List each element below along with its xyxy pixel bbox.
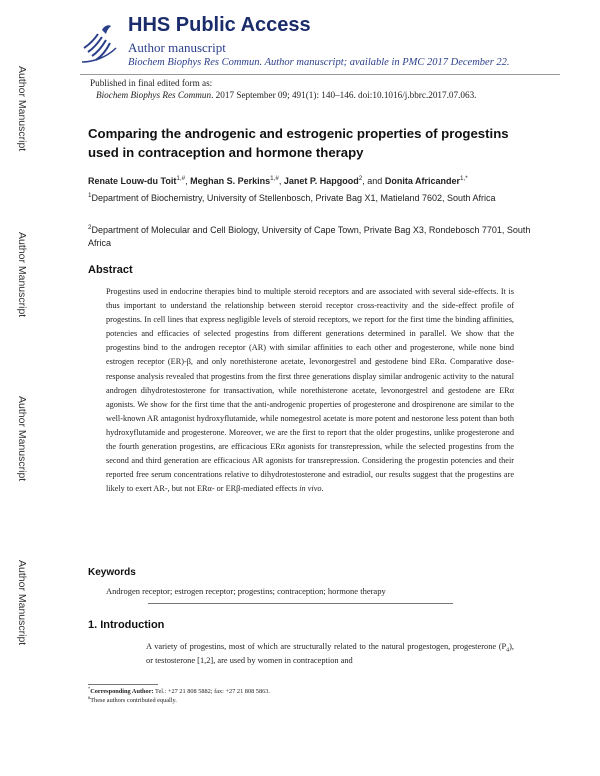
side-label-author-manuscript: Author Manuscript bbox=[16, 396, 28, 482]
author-affiliation-mark: 1,* bbox=[460, 175, 468, 182]
keywords-text: Androgen receptor; estrogen receptor; progestins; contraception; hormone therapy bbox=[106, 586, 386, 596]
side-label-author-manuscript: Author Manuscript bbox=[16, 560, 28, 646]
publication-citation bbox=[96, 90, 476, 100]
keywords-heading: Keywords bbox=[88, 567, 136, 578]
footnote-divider bbox=[88, 684, 158, 685]
abstract-text: Progestins used in endocrine therapies bind to multiple steroid receptors and are associated with several side-effects. It is thus important to understand the relationship between steroid receptor cross-reactivity and the side-effect profile of progestins. In cell lines that express negligible levels of steroid receptors, we report for the first time the binding affinities, potencies and efficacies of selected progestins from different generations determined in parallel. We show that the progestins bind to the androgen receptor (AR) with similar affinities to each other and progesterone, while none bind estrogen receptor (ER)-β, and only norethisterone acetate, levonorgestrel and gestodene bind ERα. Comparative dose-response analysis revealed that progestins from the first three generations display similar androgenic activity to the natural androgen dihydrotestosterone for transactivation, while norethisterone acetate, levonorgestrel and gestodene are ERα agonists. We show for the first time that the anti-androgenic properties of progesterone and drospirenone are similar to the well-known AR antagonist hydroxyflutamide, while nomegestrol acetate is more potent and nestorone less potent than both hydroxyflutamide and progesterone. Moreover, we are the first to report that the older progestins, unlike progesterone and the fourth generation progestins, are efficacious ERα agonists for transrepression, while the selected progestins from the second and third generation are efficacious AR agonists for transrepression. Considering the progestin potencies and their reported free serum concentrations relative to dihydrotestosterone and estradiol, our results suggest that the progestins are likely to exert AR-, but not ERα- or ERβ-mediated effects in vivo. bbox=[106, 287, 514, 494]
header-citation: Biochem Biophys Res Commun. Author manuscript; available in PMC 2017 December 22. bbox=[128, 57, 510, 68]
introduction-text: A variety of progestins, most of which are structurally related to the natural progestogen, progesterone $(P_4)$, or testosterone [1,2], are used by women in contraception and bbox=[146, 642, 514, 665]
affiliation-1: $^1$Department of Biochemistry, University of Stellenbosch, Private Bag X1, Matieland 7602, South Africa bbox=[88, 192, 496, 203]
author-separator: , bbox=[185, 176, 191, 186]
author-name: Meghan S. Perkins bbox=[190, 176, 271, 186]
introduction-heading: 1. Introduction bbox=[88, 619, 165, 631]
hhs-eagle-logo bbox=[80, 18, 120, 64]
side-label-author-manuscript: Author Manuscript bbox=[16, 232, 28, 318]
side-label-author-manuscript: Author Manuscript bbox=[16, 66, 28, 152]
author-separator: , and bbox=[362, 176, 385, 186]
author-manuscript-label: Author manuscript bbox=[128, 40, 226, 55]
published-in-label: Published in final edited form as: bbox=[90, 78, 213, 88]
author-affiliation-mark: 2 bbox=[358, 175, 363, 182]
author-name: Janet P. Hapgood bbox=[283, 176, 359, 186]
footnote-corresponding-author: *Corresponding Author: Tel.: +27 21 808 5882; fax: +27 21 808 5863. bbox=[88, 685, 270, 695]
author-list bbox=[88, 176, 468, 186]
affiliation-2: $^2$Department of Molecular and Cell Biology, University of Cape Town, Private Bag X3, Rondebosch 7701, South Africa bbox=[88, 224, 531, 248]
author-affiliation-mark: 1,# bbox=[270, 175, 279, 182]
article-title: Comparing the androgenic and estrogenic properties of progestins used in contraception and hormone therapy bbox=[88, 126, 509, 160]
header-divider bbox=[80, 74, 560, 75]
footnote-equal-contribution: #These authors contributed equally. bbox=[88, 694, 177, 704]
section-divider bbox=[148, 603, 453, 604]
author-separator: , bbox=[278, 176, 284, 186]
publication-details: . 2017 September 09; 491(1): 140–146. doi:10.1016/j.bbrc.2017.07.063. bbox=[211, 90, 477, 100]
author-affiliation-mark: 1,# bbox=[176, 175, 186, 182]
journal-name: Biochem Biophys Res Commun bbox=[96, 90, 212, 100]
abstract-heading: Abstract bbox=[88, 264, 133, 276]
hhs-public-access-title: HHS Public Access bbox=[128, 14, 311, 36]
author-name: Donita Africander bbox=[384, 176, 461, 186]
author-name: Renate Louw-du Toit bbox=[88, 176, 177, 186]
